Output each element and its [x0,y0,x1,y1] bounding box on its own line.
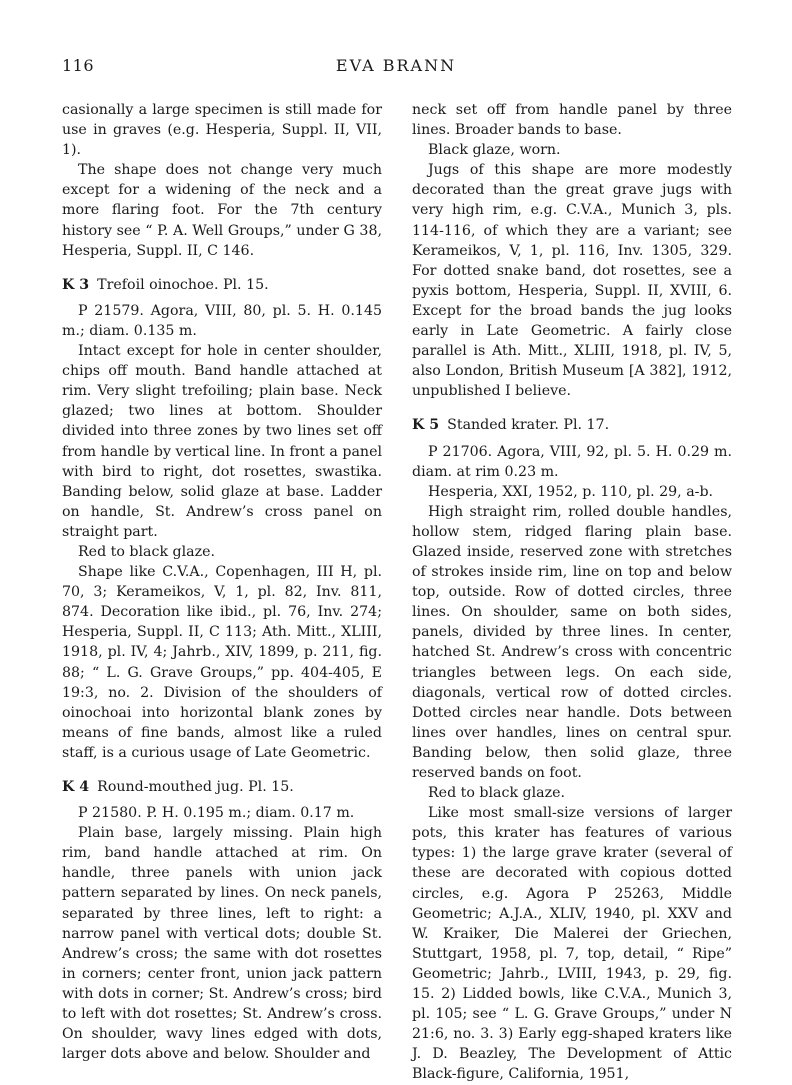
entry-title: Standed krater. Pl. 17. [447,417,610,434]
catalogue-number: K 5 [412,417,440,434]
catalogue-entry-heading [62,275,382,295]
page-number: 116 [62,56,95,75]
reference-line: Hesperia, XXI, 1952, p. 110, pl. 29, a-b. [428,483,714,500]
entry-title: Trefoil oinochoe. Pl. 15. [97,276,269,293]
catalogue-entry-heading [412,415,732,435]
description-paragraph: High straight rim, rolled double handles, hollow stem, ridged flaring plain base. Glazed inside, reserved zone with stretches of strokes inside rim, line on top and below top, outside. Row of dotted circles, three lines. On shoulder, same on both sides, panels, divided by three lines. In center, hatched St. Andrew’s cross with concentric triangles between legs. On each side, diagonals, vertical row of dotted circles. Dotted circles near handle. Dots between lines over handles, lines on central spur. Banding below, then solid glaze, three reserved bands on foot. [412,503,732,781]
inventory-line: P 21706. Agora, VIII, 92, pl. 5. H. 0.29 m. diam. at rim 0.23 m. [412,443,732,480]
commentary-paragraph: Like most small-size versions of larger pots, this krater has features of various types: 1) the large grave krater (several of these are decorated with copious dotted circles, e.g. Agora P 25263, Middle Geometric; A.J.A., XLIV, 1940, pl. XXV and W. Kraiker, Die Malerei der Griechen, Stuttgart, 1958, pl. 7, top, detail, “ Ripe” Geometric; Jahrb., LVIII, 1943, p. 29, fig. 15. 2) Lidded bowls, like C.V.A., Munich 3, pl. 105; see “ L. G. Grave Groups,” under N 21:6, no. 3. 3) Early egg-shaped kraters like J. D. Beazley, The Development of Attic Black-figure, California, 1951, [412,805,732,1083]
running-head: EVA BRANN [335,56,457,75]
catalogue-number: K 3 [62,276,90,293]
description-paragraph: Intact except for hole in center shoulder, chips off mouth. Band handle attached at rim. Very slight trefoiling; plain base. Neck glazed; two lines at bottom. Shoulder divided into three zones by two lines set off from handle by vertical line. In front a panel with bird to right, dot rosettes, swastika. Banding below, solid glaze at base. Ladder on handle, St. Andrew’s cross panel on straight part. [62,343,382,540]
inventory-line: P 21580. P. H. 0.195 m.; diam. 0.17 m. [78,805,355,822]
intro-paragraph: The shape does not change very much except for a widening of the neck and a more flaring foot. For the 7th century history see “ P. A. Well Groups,” under G 38, Hesperia, Suppl. II, C 146. [62,162,382,259]
right-column [412,100,732,1085]
description-continued: neck set off from handle panel by three lines. Broader bands to base. [412,102,732,139]
comparanda-paragraph: Shape like C.V.A., Copenhagen, III H, pl. 70, 3; Kerameikos, V, 1, pl. 82, Inv. 811, 874. Decoration like ibid., pl. 76, Inv. 274; Hesperia, Suppl. II, C 113; Ath. Mitt., XLIII, 1918, pl. IV, 4; Jahrb., XIV, 1899, p. 211, fig. 88; “ L. G. Grave Groups,” pp. 404-405, E 19:3, no. 2. Division of the shoulders of oinochoai into horizontal blank zones by means of fine bands, almost like a ruled staff, is a curious usage of Late Geometric. [62,564,382,761]
page-header [62,56,730,82]
glaze-note: Red to black glaze. [78,543,216,560]
description-paragraph: Plain base, largely missing. Plain high rim, band handle attached at rim. On handle, three panels with union jack pattern separated by lines. On neck panels, separated by three lines, left to right: a narrow panel with vertical dots; double St. Andrew’s cross; the same with dot rosettes in corners; center front, union jack pattern with dots in corner; St. Andrew’s cross; bird to left with dot rosettes; St. Andrew’s cross. On shoulder, wavy lines edged with dots, larger dots above and below. Shoulder and [62,825,382,1063]
intro-paragraph-continued: casionally a large specimen is still made for use in graves (e.g. Hesperia, Suppl. II, VII, 1). [62,102,382,159]
commentary-paragraph: Jugs of this shape are more modestly decorated than the great grave jugs with very high rim, e.g. C.V.A., Munich 3, pls. 114-116, of which they are a variant; see Kerameikos, V, 1, pl. 116, Inv. 1305, 329. For dotted snake band, dot rosettes, see a pyxis bottom, Hesperia, Suppl. II, XVIII, 6. Except for the broad bands the jug looks early in Late Geometric. A fairly close parallel is Ath. Mitt., XLIII, 1918, pl. IV, 5, also London, British Museum [A 382], 1912, unpublished I believe. [412,162,732,400]
left-column [62,100,382,1064]
catalogue-number: K 4 [62,779,90,795]
glaze-note: Red to black glaze. [428,785,566,802]
catalogue-entry-heading [62,777,382,797]
entry-title: Round-mouthed jug. Pl. 15. [97,779,294,795]
inventory-line: P 21579. Agora, VIII, 80, pl. 5. H. 0.145 m.; diam. 0.135 m. [62,302,382,339]
glaze-note: Black glaze, worn. [428,142,561,159]
